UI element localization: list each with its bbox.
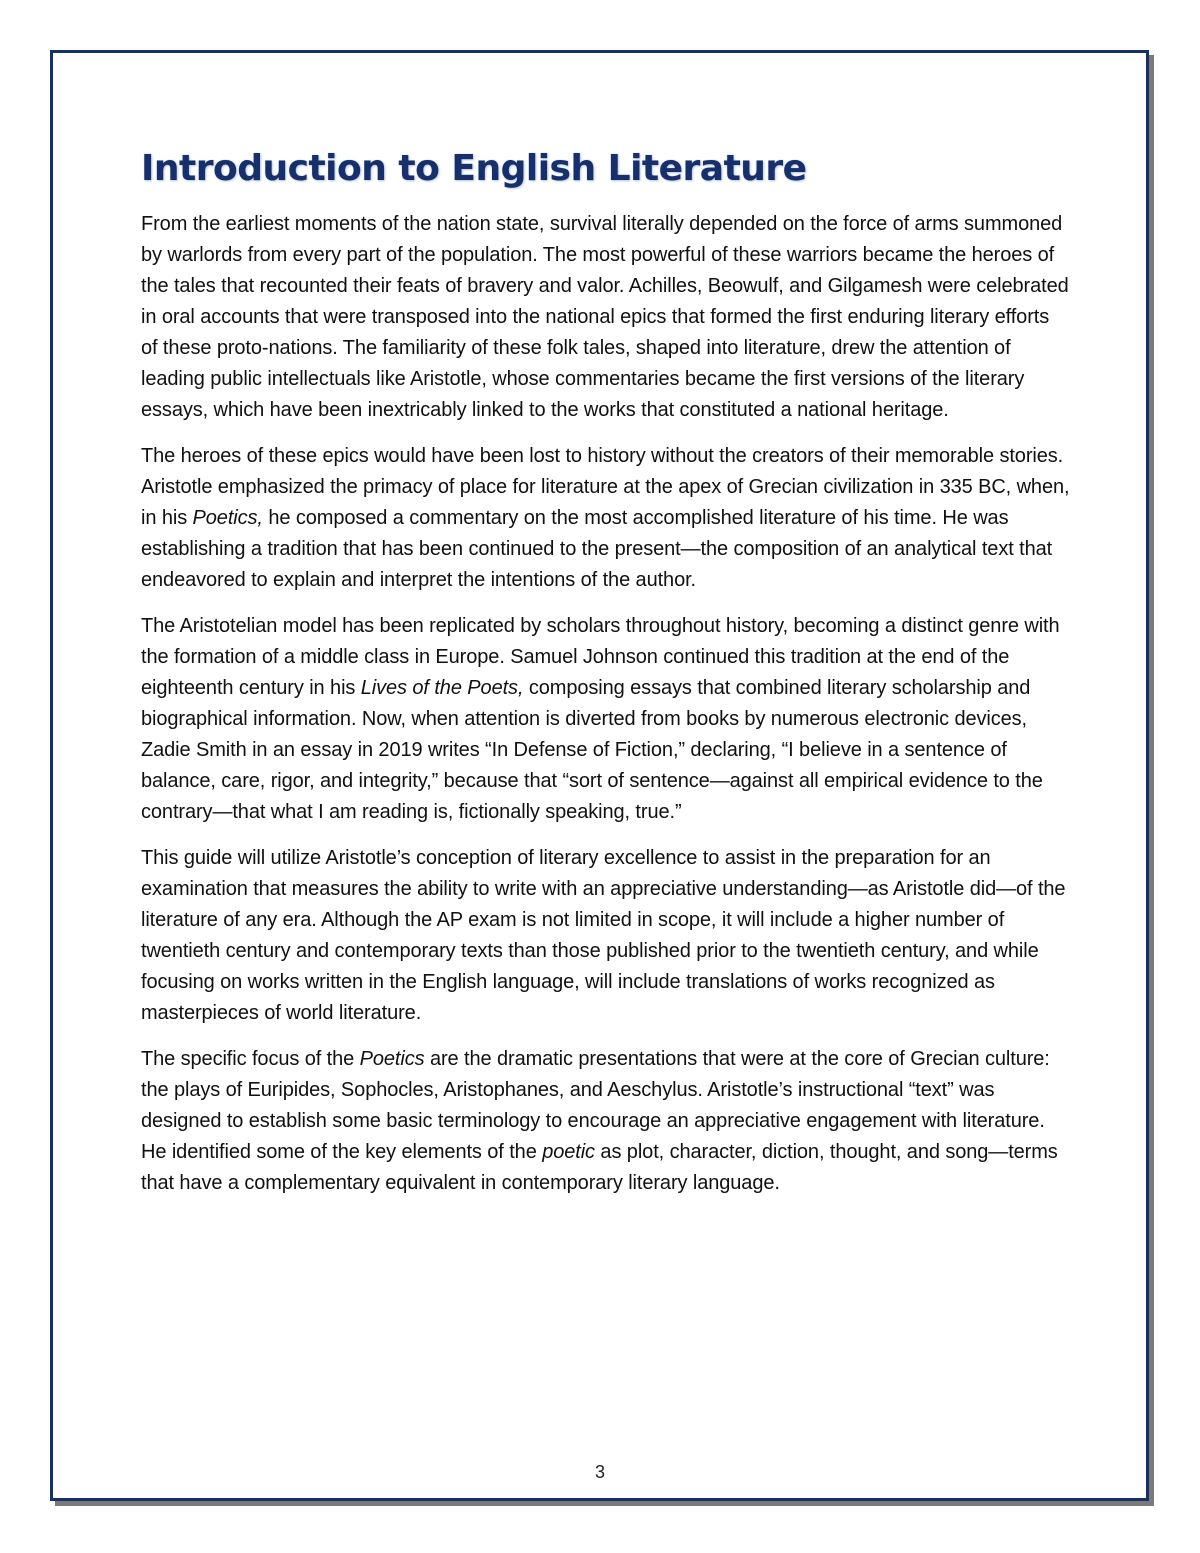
paragraph-text: From the earliest moments of the nation state, survival literally depended on the force of arms summoned by warlords from every part of the population. The most powerful of these warriors became the heroes of the tales that recounted their feats of bravery and valor. Achilles, Beowulf, and Gilgamesh were celebrated in oral accounts that were transposed into the national epics that formed the first enduring literary efforts of these proto-nations. The familiarity of these folk tales, shaped into literature, drew the attention of leading public intellectuals like Aristotle, whose commentaries became the first versions of the literary essays, which have been inextricably linked to the works that constituted a national heritage. [141,213,1069,421]
document-body [141,148,1071,1214]
paragraph [141,611,1071,828]
paragraph-text: composing essays that combined literary scholarship and biographical information. Now, when attention is diverted from books by numerous electronic devices, Zadie Smith in an essay in 2019 writes “In Defense of Fiction,” declaring, “I believe in a sentence of balance, care, rigor, and integrity,” because that “sort of sentence—against all empirical evidence to the contrary—that what I am reading is, fictionally speaking, true.” [141,677,1043,823]
paragraph [141,1044,1071,1199]
paragraph-text: This guide will utilize Aristotle’s conception of literary excellence to assist in the preparation for an examination that measures the ability to write with an appreciative understanding—as Aristotle did—of the literature of any era. Although the AP exam is not limited in scope, it will include a higher number of twentieth century and contemporary texts than those published prior to the twentieth century, and while focusing on works written in the English language, will include translations of works recognized as masterpieces of world literature. [141,847,1066,1024]
page-number: 3 [594,1462,605,1482]
paragraph [141,843,1071,1029]
book-title-lives-of-the-poets: Lives of the Poets, [360,677,524,699]
book-title-poetics: Poetics, [192,507,263,529]
paragraph-text: he composed a commentary on the most accomplished literature of his time. He was establishing a tradition that has been continued to the present—the composition of an analytical text that endeavored to explain and interpret the intentions of the author. [141,507,1053,591]
paragraph-text: The Aristotelian model has been replicated by scholars throughout history, becoming a distinct genre with the formation of a middle class in Europe. Samuel Johnson continued this tradition at the end of the eighteenth century in his [141,615,1060,699]
book-title-poetics: Poetics [359,1048,425,1070]
paragraph-text: as plot, character, diction, thought, and song—terms that have a complementary equivalent in contemporary literary language. [141,1141,1058,1194]
paragraph [141,441,1071,596]
paragraph-text: The heroes of these epics would have been lost to history without the creators of their memorable stories. Aristotle emphasized the primacy of place for literature at the apex of Grecian civilization in 335 BC, when, in his [141,445,1070,529]
paragraph [141,209,1071,426]
paragraph-text: The specific focus of the [141,1048,360,1070]
term-poetic: poetic [542,1141,595,1163]
paragraph-text: are the dramatic presentations that were at the core of Grecian culture: the plays of Euripides, Sophocles, Aristophanes, and Aeschylus. Aristotle’s instructional “text” was designed to establish some basic terminology to encourage an appreciative engagement with literature. He identified some of the key elements of the [141,1048,1050,1163]
page-title: Introduction to English Literature [141,148,807,189]
